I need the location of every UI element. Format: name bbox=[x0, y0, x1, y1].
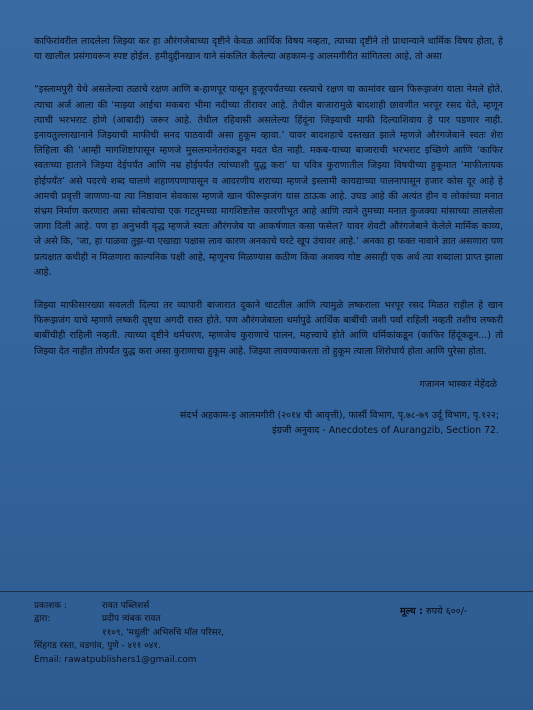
closing-paragraph: जिझ्या माफीसारख्या सवलती दिल्या तर व्यापारी बाजारात दुकाने थाटतील आणि त्यामुळे लष्कराला भरपूर रसद मिळत राहील हे खान फिरूझजंग याचे म्हणणे लष्करी दृष्ट्या अगदी रास्त होते. पण औरंगजेबाला धर्मापुढे आर्थिक बाबींची जशी पर्वा राहिली नव्हती तशीच लष्करी बाबींचीही राहिली नव्हती. त्याच्या दृष्टीने धर्मचरण, म्हणजेच कुराणाचे पालन, महत्त्वाचे होते आणि धर्मिकांकडून (काफिर हिंदूंकडून...) तो जिझ्या देत नाहीत तोपर्यंत युद्ध करा असा कुराणाचा हुकूम आहे. जिझ्या लावण्याकरता तो हुकूम त्याला शिरोधार्य होता आणि पुरेसा होता. bbox=[34, 300, 503, 357]
publisher-block bbox=[34, 600, 224, 667]
publisher-label: प्रकाशक : bbox=[34, 601, 67, 611]
price bbox=[400, 604, 467, 617]
address-row-1 bbox=[34, 627, 224, 640]
quote-paragraph: “इस्लामपुरी येथे असलेल्या तळाचे रक्षण आणि ब-हाणपूर पासून हुजूरपर्यंतच्या रस्त्याचे रक्षण या कामांवर खान फिरूझजंग याला नेमले होते. त्याचा अर्ज आला की ‘माझ्या आईचा मकबरा भीमा नदीच्या तीरावर आहे. तेथील बाजारामुळे बादशाही छावणीत भरपूर रसद येते, म्हणून त्याची भरभराट होणे (आबादी) जरूर आहे. तेथील रहिवासी असलेल्या हिंदूंना जिझ्याची माफी दिल्याशिवाय हे पार पडणार नाही. इनायतुल्लाखानाने जिझ्याची माफीची सनद पाठवावी असा हुकूम व्हावा.’ यावर बादशहाचे दस्तखत झाले म्हणजे औरंगजेबाने स्वतः शेरा लिहिला की ‘आम्ही मागशिष्टांपासून म्हणजे मुसलमानेतरांकडून मदत घेत नाही. मकब-याच्या बाजाराची भरभराट इच्छिणे आणि ‘काफिर स्वतःच्या हाताने जिझ्या देईपर्यंत आणि नम्र होईपर्यंत त्यांच्याशी युद्ध करा’ या पवित्र कुराणातील जिझ्या विषयीच्या हुकूमात ‘माफीलायक होईपर्यंत’ असे पदरचे शब्द घालणे शहाणपणापासून व आदरणीय शराच्या म्हणजे इस्लामी कायद्याच्या पालनापासून हजार कोस दूर आहे हे आमची प्रवृत्ती जाणणा-या त्या निष्ठावान सेवकास म्हणजे खान फीरूझजंग यास ठाऊक आहे. उघड आहे की अत्यंत हीन व लोकांच्या मनात संभ्रम निर्माण करणारा असा सोबत्यांचा एक गटतुमच्या मागशिष्टतेस कारणीभूत आहे आणि त्याने तुमच्या मनात कुजक्या मांसाच्या लालसेला जागा दिली आहे. पण हा अनुभवी वृद्ध म्हणजे स्वतः औरंगजेब या आकर्षणात कसा फसेल? यावर शेवटी औरंगजेबाने केलेले मार्मिक काव्य, जे असे कि, ‘जा, हा पाळवा तुझ-या एखाद्या पक्षास लाव कारण अनकाचे घरटे खूप उंचावर आहे.’ अनका हा फक्त नावाने ज्ञात असणारा पण प्रत्यक्षात कधीही न मिळणारा काल्पनिक पक्षी आहे, म्हणूनच मिळण्यास कठीण किंवा अशक्य गोष्ट असाही एक अर्थ त्या शब्दाला प्राप्त झाला आहे. bbox=[34, 84, 503, 278]
address-line-1: ११०९, 'मधुली' अभिरुचि मॉल परिसर, bbox=[102, 627, 225, 638]
via-name: प्रदीप त्र्यंबक रावत bbox=[102, 614, 161, 625]
price-value: रुपये ६००/- bbox=[425, 606, 468, 617]
publisher-row bbox=[34, 600, 224, 613]
reference-line-2: इंग्रजी अनुवाद - Anecdotes of Aurangzib, Section 72. bbox=[272, 425, 499, 437]
intro-paragraph: काफिरांवरील लादलेला जिझ्या कर हा औरंगजेबाच्या दृष्टीने केवळ आर्थिक विषय नव्हता, त्याच्या दृष्टीने तो प्राधान्याने धार्मिक विषय होता, हे या खालील प्रसंगावरून स्पष्ट होईल. हमीदुद्दीनखान याने संकलित केलेल्या अहकाम-इ आलमगीरीत सांगितला आहे, तो असा bbox=[34, 36, 503, 63]
reference-line-1: संदर्भ अहकाम-इ आलमगीरी (२०१४ ची आवृत्ती), फार्सी विभाग, पृ.७८-७९ उर्दू विभाग, पृ.१२२; bbox=[179, 409, 499, 421]
publisher-name: रावत पब्लिशर्स bbox=[102, 601, 150, 611]
publisher-email: Email: rawatpublishers1@gmail.com bbox=[34, 654, 197, 665]
address-line-2: सिंहगड रस्ता, वडगांव, पुणे - ४११ ०४१. bbox=[34, 641, 161, 652]
divider bbox=[0, 591, 533, 592]
via-label: द्वारा: bbox=[34, 614, 51, 625]
via-row bbox=[34, 613, 224, 626]
author-signature: गजानन भास्कर मेहेंदळे bbox=[419, 378, 497, 390]
price-label: मूल्य : bbox=[400, 606, 423, 617]
